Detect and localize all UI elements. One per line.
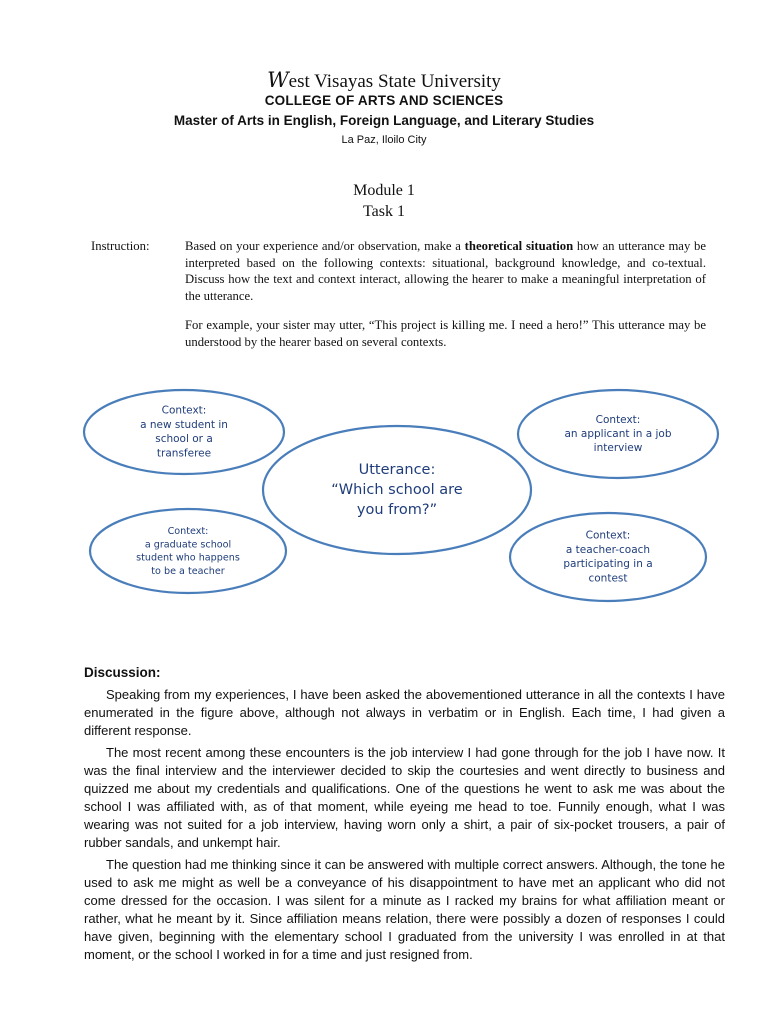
location: La Paz, Iloilo City [341, 134, 427, 146]
university-name [0, 68, 768, 93]
context-ellipse-graduate-student [90, 509, 286, 593]
context-ellipse-graduate-student-shape [90, 509, 286, 593]
instruction-text-1b: how an utterance may be interpreted based on the following contexts: situational, background knowledge, and co-textual. Discuss how the text and context interact, allowing the hearer to make a meaningful interpretation of the utterance. [185, 239, 706, 303]
context-text-line: contest [588, 572, 628, 585]
context-ellipse-job-applicant [518, 390, 718, 478]
discussion-paragraph: The most recent among these encounters is the job interview I had gone through for the job I have now. It was the final interview and the interviewer decided to skip the courtesies and went directly to business and quizzed me about my credentials and qualifications. One of the questions he went to ask me was about the school I was affiliated with, as of that moment, while eyeing me head to toe. Funnily enough, what I was wearing was not suited for a job interview, having worn only a shirt, a pair of six-pocket trousers, a pair of rubber sandals, and unkempt hair. [84, 745, 725, 850]
context-text-line: school or a [155, 433, 213, 446]
university-initial: W [267, 68, 289, 92]
context-diagram [0, 380, 768, 620]
context-text-line: a graduate school [144, 539, 232, 551]
program-name: Master of Arts in English, Foreign Language, and Literary Studies [173, 113, 595, 128]
context-text-line: participating in a [563, 558, 653, 571]
instruction-paragraph-2: For example, your sister may utter, “This project is killing me. I need a hero!” This utterance may be understood by the hearer based on several contexts. [185, 318, 706, 349]
utterance-ellipse [263, 426, 531, 554]
task-title: Task 1 [363, 203, 405, 220]
context-ellipse-new-student-shape [84, 390, 284, 474]
context-text-line: Context: [585, 529, 631, 542]
instruction-text-1a: Based on your experience and/or observation, make a [185, 239, 465, 253]
utterance-text-line: Utterance: [358, 462, 436, 478]
utterance-text-line: “Which school are [331, 482, 463, 498]
context-text-line: Context: [167, 526, 209, 538]
context-text-line: Context: [595, 413, 641, 426]
university-name-rest: est Visayas State University [288, 71, 501, 92]
college-name: COLLEGE OF ARTS AND SCIENCES [264, 93, 504, 108]
context-text-line: student who happens [136, 552, 240, 564]
discussion-paragraph: Speaking from my experiences, I have been asked the abovementioned utterance in all the contexts I have enumerated in the figure above, although not always in verbatim or in English. Each time, I had given a different response. [84, 687, 725, 738]
utterance-text-line: you from?” [356, 502, 438, 518]
instruction-paragraph-1 [185, 238, 706, 304]
discussion-section [84, 664, 725, 968]
context-text-line: an applicant in a job [564, 428, 672, 440]
context-text-line: transferee [156, 447, 212, 460]
context-text-line: to be a teacher [151, 565, 225, 577]
discussion-paragraph: The question had me thinking since it can be answered with multiple correct answers. Although, the tone he used to ask me might as well be a conveyance of his disappointment to have met an applicant who did not come dressed for the occasion. I was silent for a minute as I racked my brains for what affiliation meant or rather, what he meant by it. Since affiliation means relation, there were possibly a dozen of responses I could have given, beginning with the elementary school I graduated from the university I was enrolled in at that moment, or the school I worked in for a time and just resigned from. [84, 857, 725, 962]
instruction-emphasis: theoretical situation [464, 239, 574, 253]
context-ellipse-teacher-coach [510, 513, 706, 601]
discussion-heading: Discussion: [84, 665, 161, 680]
context-text-line: interview [593, 442, 643, 455]
instruction-block [91, 238, 706, 363]
context-text-line: a teacher-coach [565, 543, 651, 556]
module-title: Module 1 [353, 182, 415, 199]
instruction-label: Instruction: [91, 239, 150, 253]
context-ellipse-teacher-coach-shape [510, 513, 706, 601]
context-text-line: Context: [161, 404, 207, 417]
context-text-line: a new student in [140, 418, 228, 431]
context-ellipse-new-student [84, 390, 284, 474]
instruction-body [185, 238, 706, 350]
